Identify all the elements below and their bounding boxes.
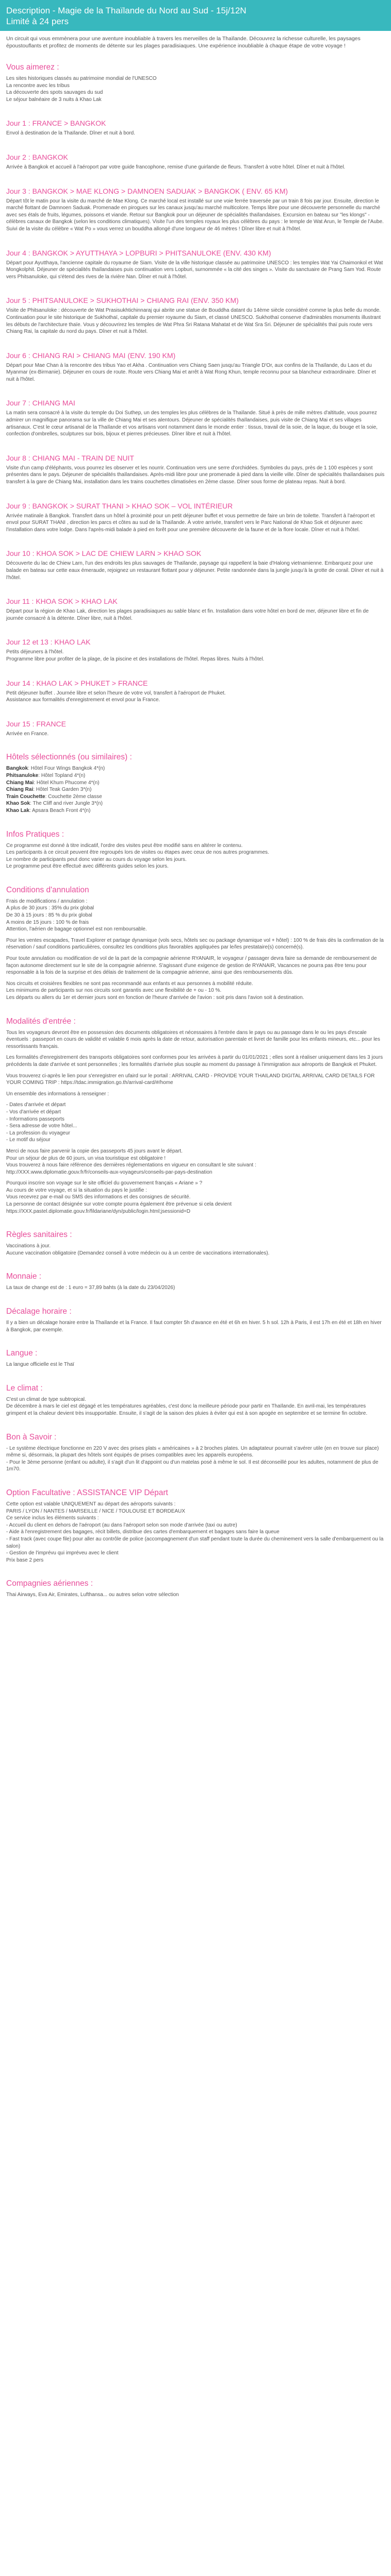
hotel-city: Khao Lak (6, 807, 30, 814)
day-heading: Jour 8 : CHIANG MAI - TRAIN DE NUIT (6, 453, 134, 462)
sanitaires-heading: Règles sanitaires : (6, 1230, 72, 1240)
compagnies-text (6, 1591, 385, 1599)
hotel-city: Chiang Rai (6, 787, 34, 793)
day-section (6, 597, 385, 622)
text-line: - Accueil du client en dehors de l'aéroport (au dans l'aéroport selon son mode d'arrivée (taxi ou autre) (6, 1522, 237, 1528)
text-line: Petit déjeuner buffet . Journée libre et selon l'heure de votre vol, transfert à l'aéroport de Phuket. (6, 690, 226, 696)
text-line: Attention, l'aérien de bagage optionnel est non remboursable. (6, 926, 147, 933)
text-line: Départ pour la région de Khao Lak, direction les plages paradisiaques au sable blanc et fin. Installation dans votre hôtel en bord de mer, déjeuner libre et fin de journée consacré à la détente. Dîner libre, nuit à l'hôtel. (6, 608, 369, 621)
hotel-item: Khao Sok: The Cliff and river Jungle 3*(n) (6, 801, 103, 807)
text-line: Tous les voyageurs devront être en possession des documents obligatoires et nécessaires à l'entrée dans le pays ou au passage dans le ou les pays d'escale éventuels : passeport en cours de validité et valable 6 mois après la date de retour, autorisation parentale et livret de famille pour les enfants mineurs, etc... pour les ressortissants français. (6, 1029, 380, 1049)
day-section (6, 679, 385, 704)
info-blocks (6, 830, 385, 1599)
day-heading: Jour 3 : BANGKOK > MAE KLONG > DAMNOEN SADUAK > BANGKOK ( ENV. 65 KM) (6, 187, 288, 195)
text-line: - Sera adresse de votre hôtel... (6, 1123, 77, 1129)
decalage-section (6, 1307, 385, 1333)
hotel-name: Hôtel Topland 4*(n) (41, 772, 86, 778)
day-heading: Jour 10 : KHOA SOK > LAC DE CHIEW LARN > KHAO SOK (6, 549, 202, 558)
hotel-name: Apsara Beach Front 4*(n) (32, 807, 91, 814)
day-section (6, 248, 385, 281)
day-heading: Jour 9 : BANGKOK > SURAT THANI > KHAO SOK – VOL INTÉRIEUR (6, 501, 233, 510)
conditions-text (6, 898, 385, 1002)
text-line: Aucune vaccination obligatoire (Demandez conseil à votre médecin ou à un centre de vaccinations internationales). (6, 1250, 270, 1256)
text-line: Vous recevrez par e-mail ou SMS des informations et des consignes de sécurité. (6, 1194, 191, 1200)
day-description (6, 198, 385, 233)
text-line: C'est un climat de type subtropical. (6, 1396, 86, 1402)
text-line: http://XXX.www.diplomatie.gouv.fr/fr/conseils-aux-voyageurs/conseils-par-pays-destination (6, 1169, 213, 1175)
day-description (6, 164, 385, 171)
climat-text (6, 1396, 385, 1417)
day-description (6, 513, 385, 534)
compagnies-heading: Compagnies aériennes : (6, 1579, 93, 1588)
text-line: Assistance aux formalités d'enregistrement et envol pour la France. (6, 697, 160, 703)
spacer (6, 1069, 385, 1073)
text-line: Un ensemble des informations à renseigner : (6, 1091, 109, 1097)
text-line: A moins de 15 jours : 100 % de frais (6, 919, 89, 925)
sanitaires-section (6, 1230, 385, 1257)
day-description (6, 465, 385, 486)
day-heading: Jour 7 : CHIANG MAI (6, 399, 75, 408)
day-description (6, 307, 385, 335)
text-line: Nos circuits et croisières flexibles ne sont pas recommandé aux enfants et aux personnes à mobilité réduite. (6, 980, 253, 987)
highlights-section (6, 63, 385, 103)
text-line: Ce programme est donné à titre indicatif, l'ordre des visites peut être modifié sans en altérer le contenu. (6, 842, 243, 849)
formalites-section (6, 1017, 385, 1215)
text-line: - La profession du voyageur (6, 1130, 70, 1136)
spacer (6, 1176, 385, 1180)
text-line: Arrivée matinale à Bangkok. Transfert dans un hôtel à proximité pour un petit déjeuner buffet et vous permettre de faire un brin de toilette. Transfert à l'aéroport et envol pour SURAT THANI , direction les parcs et côtes au sud de la Thaïlande. À votre arrivée, transfert vers le Parc National de Khao Sok et déjeuner avec l'installation dans votre lodge. Dans l'après-midi balade à pied en forêt pour une première découverte de la faune et de la flore locale. Dîner et nuit à l'hôtel. (6, 513, 375, 533)
option-text (6, 1501, 385, 1564)
day-section (6, 549, 385, 581)
day-section (6, 453, 385, 486)
banner-title-line-2: Limité à 24 pers (6, 16, 69, 26)
text-line: Visite d'un camp d'éléphants, vous pourrez les observer et les nourrir. Continuation vers une serre d'orchidées. Symboles du pays, près de 1 100 espèces y sont présentes dans le pays. Déjeuner de spécialités thaïlandaises. Après-midi libre pour une promenade à pied dans la vieille ville. Dîner de spécialités thaïlandaises puis transfert à la gare de Chiang Mai, installation dans les trains couchettes climatisées en 2ème classe. Dîner sous forme de plateau repas. Nuit à bord. (6, 465, 385, 485)
formalites-text (6, 1029, 385, 1215)
day-section (6, 152, 385, 171)
day-description (6, 690, 385, 704)
monnaie-section (6, 1272, 385, 1292)
text-line: Il y a bien un décalage horaire entre la Thaïlande et la France. Il faut compter 5h d'avance en été et 6h en hiver. 5 h sol. 12h à Paris, il est 17h en été et 18h en hiver à Bangkok, par exemple. (6, 1320, 382, 1333)
langue-heading: Langue : (6, 1349, 38, 1358)
spacer (6, 1087, 385, 1091)
text-line: Le nombre de participants peut donc varier au cours du voyage selon les jours. (6, 856, 187, 862)
day-description (6, 560, 385, 581)
text-line: Ce service inclus les éléments suivants : (6, 1515, 99, 1521)
text-line: Le programme peut être effectué avec différents guides selon les jours. (6, 863, 169, 870)
bonasavoir-section (6, 1433, 385, 1473)
hotels-list (6, 765, 385, 814)
option-heading: Option Facultative : ASSISTANCE VIP Départ (6, 1488, 168, 1497)
spacer (6, 933, 385, 937)
day-heading: Jour 12 et 13 : KHAO LAK (6, 638, 91, 647)
decalage-heading: Décalage horaire : (6, 1307, 72, 1316)
text-line: - Informations passeports (6, 1116, 64, 1122)
hotel-item: Bangkok: Hôtel Four Wings Bangkok 4*(n) (6, 766, 105, 772)
hotel-city: Khao Sok (6, 801, 30, 807)
text-line: De 30 à 15 jours : 85 % du prix global (6, 912, 92, 919)
conditions-heading: Conditions d'annulation (6, 885, 89, 894)
day-heading: Jour 2 : BANGKOK (6, 152, 68, 161)
hotel-item: Khao Lak: Apsara Beach Front 4*(n) (6, 807, 91, 814)
text-line: - Le système électrique fonctionne en 220 V avec des prises plats « américaines » à 2 broches plates. Un adaptateur pourrait s'avérer utile (en en trouve sur place) même si, désormais, la plupart des hôtels sont équipés de prises compatibles avec les appareils européens. (6, 1445, 379, 1459)
text-line: - Gestion de l'imprévu qui impréveu avec le client (6, 1550, 119, 1556)
hotels-heading: Hôtels sélectionnés (ou similaires) : (6, 753, 132, 762)
text-line: Cette option est valable UNIQUEMENT au départ des aéroports suivants : (6, 1501, 176, 1507)
banner-title-line-1: Description - Magie de la Thaïlande du Nord au Sud - 15j/12N (6, 6, 247, 15)
option-section (6, 1488, 385, 1564)
langue-text (6, 1361, 385, 1368)
title-banner (0, 0, 391, 31)
day-section (6, 351, 385, 383)
text-line: Envol à destination de la Thaïlande. Dîner et nuit à bord. (6, 130, 135, 137)
text-line: De décembre à mars le ciel est dégagé et les températures agréables, c'est donc la meilleure période pour partir en Thaïlande. En avril-mai, les températures grimpent et la chaleur devient très insupportable. Ensuite, il s'agit de la saison des pluies à éviter qui est à son apogée en septembre et se termine fin octobre. (6, 1403, 368, 1416)
text-line: Visite de Phitsanuloke : découverte de Wat Prasisukhtichinnaraj qui abrite une statue de Bouddha datant du 14ème siècle considéré comme la plus belle du monde. Continuation pour le site historique de Sukhothaï, capitale du premier royaume du Siam, et classé UNESCO. Sukhothaï conserve d'admirables monuments illustrant les débuts de l'architecture thaïe. Vous y découvrirez les temples de Wat Phra Sri Ratana Mahatat et de Wat Sra Sri. Déjeuner de spécialités thaï puis route vers Chiang Rai, la capitale du nord du pays. Dîner et nuit à l'hôtel. (6, 308, 381, 335)
day-heading: Jour 15 : FRANCE (6, 719, 66, 728)
day-description (6, 260, 385, 281)
text-line: - Dates d'arrivée et départ (6, 1102, 66, 1108)
text-line: Thai Airways, Eva Air, Emirates, Lufthansa... ou autres selon votre sélection (6, 1592, 179, 1598)
day-description (6, 75, 385, 103)
hotel-name: Hôtel Four Wings Bangkok 4*(n) (30, 766, 105, 772)
text-line: La rencontre avec les tribus (6, 82, 70, 89)
day-section (6, 296, 385, 335)
text-line: Petits déjeuners à l'hôtel. (6, 649, 64, 655)
text-line: A plus de 30 jours : 35% du prix global (6, 905, 94, 911)
text-line: Merci de nous faire parvenir la copie des passeports 45 jours avant le départ. (6, 1148, 183, 1154)
day-heading: Jour 5 : PHITSANULOKE > SUKHOTHAI > CHIANG RAI (ENV. 350 KM) (6, 296, 239, 305)
intro-text: Un circuit qui vous emmènera pour une aventure inoubliable à travers les merveilles de la Thaïlande. Découvrez la richesse culturelle, les paysages époustouflants et profitez de moments de détente sur les plages paradisiaques. Une expérience inoubliable à chaque étape de votre voyage ! (6, 36, 361, 49)
day-heading: Jour 6 : CHIANG RAI > CHIANG MAI (ENV. 190 KM) (6, 351, 176, 360)
hotel-name: The Cliff and river Jungle 3*(n) (32, 801, 103, 807)
hotel-city: Train Couchette (6, 793, 45, 800)
text-line: Les départs ou allers du 1er et dernier jours sont en fonction de l'heure d'arrivée de l'avion : soit pris dans l'avion soit à destination. (6, 995, 304, 1001)
hotel-name: Couchette 2ème classe (48, 793, 102, 800)
day-section (6, 501, 385, 534)
hotel-city: Bangkok (6, 766, 28, 772)
text-line: La taux de change est de : 1 euro = 37,89 bahts (à la date du 23/04/2026) (6, 1285, 175, 1291)
hotel-item: Chiang Rai: Hôtel Teak Garden 3*(n) (6, 787, 92, 793)
day-description (6, 362, 385, 383)
text-line: Arrivée en France. (6, 731, 49, 737)
text-line: La découverte des spots sauvages du sud (6, 90, 103, 96)
spacer (6, 1050, 385, 1054)
text-line: Pourquoi inscrire son voyage sur le site officiel du gouvernement français « Ariane » ? (6, 1180, 203, 1187)
day-section (6, 118, 385, 137)
text-line: https://XXX.pastel.diplomatie.gouv.fr/fildariane/dyn/public/login.html;jsessionid=D (6, 1208, 190, 1214)
text-line: La personne de contact désignée sur votre compte pourra également être prévenue si cela devient (6, 1201, 232, 1208)
day-description (6, 130, 385, 137)
text-line: PARIS / LYON / NANTES / MARSEILLE / NICE / TOULOUSE ET BORDEAUX (6, 1508, 185, 1514)
text-line: Les sites historiques classés au patrimoine mondial de l'UNESCO (6, 76, 157, 81)
formalites-heading: Modalités d'entrée : (6, 1016, 76, 1026)
text-line: - Vos d'arrivée et départ (6, 1109, 61, 1115)
hotels-section (6, 753, 385, 814)
text-line: Pour toute annulation ou modification de vol de la part de la compagnie aérienne RYANAIR, le voyageur / passager devra faire sa demande de remboursement de façon autonome directement sur le site de la compagnie aérienne. S'agissant d'une exigence de gestion de RYANAIR, Vacances ne pourra pas être tenu pour responsable à la fois de la surprise et des délais de traitement de la compagnie aérienne, ainsi que des remboursements dûs. (6, 956, 377, 976)
day-heading: Jour 4 : BANGKOK > AYUTTHAYA > LOPBURI > PHITSANULOKE (ENV. 430 KM) (6, 248, 271, 257)
text-line: Pour les ventes escapades, Travel Explorer et partage dynamique (vols secs, hôtels sec ou package dynamique vol + hôtel) : 100 % de frais dès la confirmation de la réservation / sauf conditions particulières, consultez les conditions plus favorables appliquées par le/les prestataire(s) concerné(s). (6, 937, 384, 951)
text-line: Vous trouverez à nous faire référence des dernières réglementations en vigueur en consultant le site suivant : (6, 1162, 256, 1168)
text-line: Programme libre pour profiter de la plage, de la piscine et des installations de l'hôtel. Repas libres. Nuits à l'hôtel. (6, 656, 265, 662)
day-heading: Jour 14 : KHAO LAK > PHUKET > FRANCE (6, 679, 148, 687)
text-line: Les participants à ce circuit peuvent être regroupés lors de visites ou étapes avec ceux de nos autres programmes. (6, 850, 269, 856)
infos-heading: Infos Pratiques : (6, 829, 64, 839)
day-section (6, 637, 385, 663)
day-section (6, 719, 385, 738)
day-description (6, 731, 385, 738)
spacer (6, 951, 385, 955)
hotel-city: Chiang Mai (6, 779, 34, 786)
text-line: Frais de modifications / annulation : (6, 898, 88, 904)
text-line: Vaccinations à jour. (6, 1243, 51, 1249)
day-heading: Jour 11 : KHOA SOK > KHAO LAK (6, 597, 118, 606)
text-line: La matin sera consacré à la visite du temple du Doi Suthep, un des temples les plus célèbres de la Thaïlande. Situé à près de mille mètres d'altitude, vous pourrez admirer un magnifique panorama sur la ville de Chiang Mai et ses alentours. Déjeuner de spécialités thaïlandaises, puis visite de Chiang Mai et ses villages artisanaux. C'est le cœur artisanal de la Thaïlande et vos artisans vont notamment dans le monde entier : tissus, travail de la soie, de la laque, du bouge et la soie, confection d'ombrelles, sculptures sur bois, bijoux et pierres précieuses. Dîner libre et nuit à l'hôtel. (6, 410, 378, 437)
spacer (6, 1144, 385, 1148)
day-description (6, 410, 385, 437)
langue-section (6, 1349, 385, 1368)
content (0, 31, 391, 1599)
text-line: - Aide à l'enregistrement des bagages, récit billets, distribue des cartes d'embarquement et bagages sans faire la queue (6, 1529, 280, 1535)
text-line: - Fast track (avec coupe file) pour aller au contrôle de police (accompagnement d'un staff pendant toute la durée du cheminement vers la salle d'embarquement ou la salon) (6, 1536, 384, 1549)
hotel-name: Hôtel Khum Phucome 4*(n) (36, 779, 100, 786)
day-section (6, 398, 385, 437)
bonasavoir-text (6, 1445, 385, 1473)
day-description (6, 649, 385, 663)
text-line: Le séjour balnéaire de 3 nuits à Khao Lak (6, 96, 102, 103)
text-line: Arrivée à Bangkok et accueil à l'aéroport par votre guide francophone, remise d'une guirlande de fleurs. Transfert à votre hôtel. Dîner et nuit à l'hôtel. (6, 164, 346, 170)
climat-heading: Le climat : (6, 1383, 43, 1393)
text-line: Les formalités d'enregistrement des transports obligatoires sont conformes pour les arrivées à partir du 01/01/2021 ; elles sont à réaliser uniquement dans les 3 jours précédents la date d'arrivée et sont personnelles ; les formalités d'arrivée plus souple au moment du passage à l'immigration aux aéroports de Bangkok et Phuket. (6, 1055, 383, 1067)
spacer (6, 976, 385, 980)
text-line: Au cours de votre voyage, et si la situation du pays le justifie : (6, 1187, 147, 1193)
text-line: Découverte du lac de Chiew Larn, l'un des endroits les plus sauvages de Thaïlande, paysage qui rappellent la baie d'Halong vietnamienne. Embarquez pour une balade en bateau sur cette eaux émeraude, rejoignez un restaurant flottant pour y déjeuner. Petite randonnée dans la jungle jusqu'à la grotte de corail. Dîner et nuit à l'hôtel. (6, 561, 384, 581)
text-line: Prix base 2 pers (6, 1557, 44, 1563)
itinerary (6, 63, 385, 737)
text-line: - Pour le 3ème personne (enfant ou adulte), il s'agit d'un lit d'appoint ou d'un matelas posé à même le sol. Il est déconseillé pour les adultes, notamment de plus de 1m70. (6, 1459, 379, 1472)
conditions-section (6, 886, 385, 1002)
hotel-name: Hôtel Teak Garden 3*(n) (36, 787, 92, 793)
day-heading: Jour 1 : FRANCE > BANGKOK (6, 119, 106, 128)
spacer (6, 1097, 385, 1101)
compagnies-section (6, 1579, 385, 1599)
bonasavoir-heading: Bon à Savoir : (6, 1432, 57, 1442)
hotel-item: Train Couchette: Couchette 2ème classe (6, 793, 102, 800)
monnaie-text (6, 1284, 385, 1292)
infos-section (6, 830, 385, 870)
hotel-item: Chiang Mai: Hôtel Khum Phucome 4*(n) (6, 779, 100, 786)
day-description (6, 608, 385, 622)
hotel-item: Phitsanuloke: Hôtel Topland 4*(n) (6, 772, 86, 778)
text-line: Départ pour Ayutthaya, l'ancienne capitale du royaume de Siam. Visite de la ville historique classée au patrimoine UNESCO : les temples Wat Yai Chaimonkol et Wat Mongkolphit. Déjeuner de spécialités thaïlandaises puis continuation vers Lopburi, surnommée « la cité des singes ». Visite du sanctuaire de Prang Sam Yod. Route vers Phitsanuloke, qui s'étend des rives de la rivière Nan. Dîner et nuit à l'hôtel. (6, 260, 383, 280)
section-heading: Vous aimerez : (6, 63, 59, 72)
text-line: - Le motif du séjour (6, 1137, 51, 1143)
sanitaires-text (6, 1243, 385, 1257)
text-line: Vous trouverez ci-après le lien pour s'enregistrer en ufaird sur le portail : ARRIVAL CARD - PROVIDE YOUR THAILAND DIGITAL ARRIVAL CARD DETAILS FOR YOUR COMING TRIP : https://tdac.immigration.go.th/arrival-card/#/home (6, 1073, 375, 1086)
day-section (6, 187, 385, 233)
text-line: La langue officielle est le Thaï (6, 1362, 74, 1368)
text-line: Pour un séjour de plus de 60 jours, un visa touristique est obligatoire ! (6, 1155, 166, 1161)
climat-section (6, 1384, 385, 1417)
text-line: Départ tôt le matin pour la visite du marché de Mae Klong. Ce marché local est installé sur une voie ferrée traversée par un train 8 fois par jour. Ensuite, direction le marché flottant de Damnoen Saduak. Promenade en pirogues sur les canaux jusqu'au marché multicolore. Temps libre pour une découverte personnelle du marché avec ses étals de fruits, légumes, poissons et viande. Retour sur Bangkok pour un déjeuner de spécialités thaïlandaises. Excursion en bateau sur "les klongs" - célèbres canaux de Bangkok (selon les conditions climatiques). Visite l'un des temples royaux les plus célèbres du pays : le temple de Wat Arun, le Temple de l'Aube. Suivi de la visite du célèbre « Wat Po » vous verrez un bouddha allongé d'une longueur de 46 mètres ! Dîner libre et nuit à l'hôtel. (6, 198, 384, 232)
hotel-city: Phitsanuloke (6, 772, 39, 778)
infos-text (6, 842, 385, 870)
text-line: Départ pour Mae Chan à la rencontre des tribus Yao et Akha . Continuation vers Chiang Saen jusqu'au Triangle D'Or, aux confins de la Thaïlande, du Laos et du Myanmar (ex-Birmanie). Déjeuner en cours de route. Route vers Chiang Mai et arrêt à Wat Rong Khun, temple reconnu pour sa blancheur extraordinaire. Dîner et nuit à l'hôtel. (6, 362, 376, 382)
text-line: Les minimums de participants sur nos circuits sont garantis avec une flexibilité de + ou - 10 %. (6, 988, 222, 994)
decalage-text (6, 1319, 385, 1333)
monnaie-heading: Monnaie : (6, 1272, 42, 1281)
